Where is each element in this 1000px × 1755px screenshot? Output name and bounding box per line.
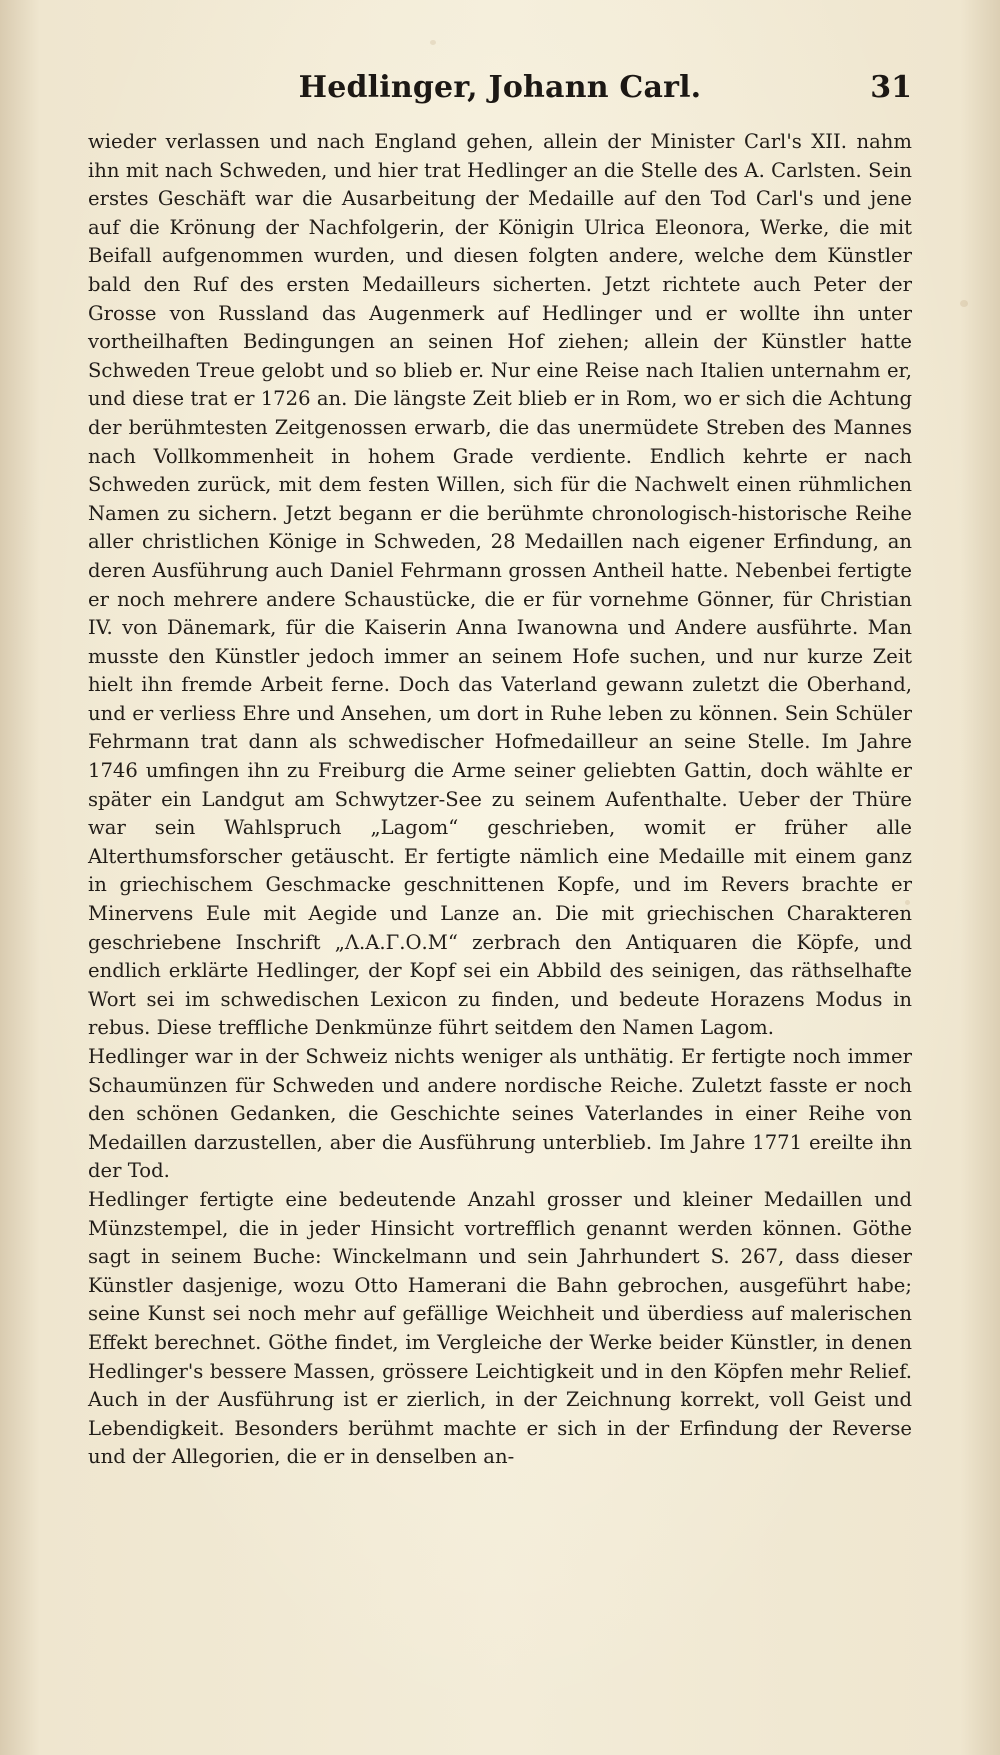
page-number: 31 — [870, 70, 912, 105]
running-head: Hedlinger, Johann Carl. — [298, 70, 702, 105]
paper-stain — [960, 300, 968, 307]
paragraph: Hedlinger war in der Schweiz nichts weniger als unthätig. Er fertigte noch immer Schaumünzen für Schweden und andere nordische Reiche. Zuletzt fasste er noch den schönen Gedanken, die Geschichte seines Vaterlandes in einer Reihe von Medaillen darzustellen, aber die Ausführung unterblieb. Im Jahre 1771 ereilte ihn der Tod. — [88, 1045, 912, 1183]
paper-stain — [430, 40, 436, 45]
page-header — [88, 70, 912, 120]
paragraph: Hedlinger fertigte eine bedeutende Anzahl grosser und kleiner Medaillen und Münzstempel, die in jeder Hinsicht vortrefflich genannt werden können. Göthe sagt in seinem Buche: Winckelmann und sein Jahrhundert S. 267, dass dieser Künstler dasjenige, wozu Otto Hamerani die Bahn gebrochen, ausgeführt habe; seine Kunst sei noch mehr auf gefällige Weichheit und überdiess auf malerischen Effekt berechnet. Göthe findet, im Vergleiche der Werke beider Künstler, in denen Hedlinger's bessere Massen, grössere Leichtigkeit und in den Köpfen mehr Relief. Auch in der Ausführung ist er zierlich, in der Zeichnung korrekt, voll Geist und Lebendigkeit. Besonders berühmt machte er sich in der Erfindung der Reverse und der Allegorien, die er in denselben an- — [88, 1187, 912, 1469]
paragraph: wieder verlassen und nach England gehen, allein der Minister Carl's XII. nahm ihn mit nach Schweden, und hier trat Hedlinger an die Stelle des A. Carlsten. Sein erstes Geschäft war die Ausarbeitung der Medaille auf den Tod Carl's und jene auf die Krönung der Nachfolgerin, der Königin Ulrica Eleonora, Werke, die mit Beifall aufgenommen wurden, und diesen folgten andere, welche dem Künstler bald den Ruf des ersten Medailleurs sicherten. Jetzt richtete auch Peter der Grosse von Russland das Augenmerk auf Hedlinger und er wollte ihn unter vortheilhaften Bedingungen an seinen Hof ziehen; allein der Künstler hatte Schweden Treue gelobt und so blieb er. Nur eine Reise nach Italien unternahm er, und diese trat er 1726 an. Die längste Zeit blieb er in Rom, wo er sich die Achtung der berühmtesten Zeitgenossen erwarb, die das unermüdete Streben des Mannes nach Vollkommenheit in hohem Grade verdiente. Endlich kehrte er nach Schweden zurück, mit dem festen Willen, sich für die Nachwelt einen rühmlichen Namen zu sichern. Jetzt begann er die berühmte chronologisch-historische Reihe aller christlichen Könige in Schweden, 28 Medaillen nach eigener Erfindung, an deren Ausführung auch Daniel Fehrmann grossen Antheil hatte. Nebenbei fertigte er noch mehrere andere Schaustücke, die er für vornehme Gönner, für Christian IV. von Dänemark, für die Kaiserin Anna Iwanowna und Andere ausführte. Man musste den Künstler jedoch immer an seinem Hofe suchen, und nur kurze Zeit hielt ihn fremde Arbeit ferne. Doch das Vaterland gewann zuletzt die Oberhand, und er verliess Ehre und Ansehen, um dort in Ruhe leben zu können. Sein Schüler Fehrmann trat dann als schwedischer Hofmedailleur an seine Stelle. Im Jahre 1746 umfingen ihn zu Freiburg die Arme seiner geliebten Gattin, doch wählte er später ein Landgut am Schwytzer-See zu seinem Aufenthalte. Ueber der Thüre war sein Wahlspruch „Lagom“ geschrieben, womit er früher alle Alterthumsforscher getäuscht. Er fertigte nämlich eine Medaille mit einem ganz in griechischem Geschmacke geschnittenen Kopfe, und im Revers brachte er Minervens Eule mit Aegide und Lanze an. Die mit griechischen Charakteren geschriebene Inschrift „Λ.Α.Γ.Ο.Μ“ zerbrach den Antiquaren die Köpfe, und endlich erklärte Hedlinger, der Kopf sei ein Abbild des seinigen, das räthselhafte Wort sei im schwedischen Lexicon zu finden, und bedeute Horazens Modus in rebus. Diese treffliche Denkmünze führt seitdem den Namen Lagom. — [88, 130, 912, 1040]
body-text — [88, 128, 912, 1472]
